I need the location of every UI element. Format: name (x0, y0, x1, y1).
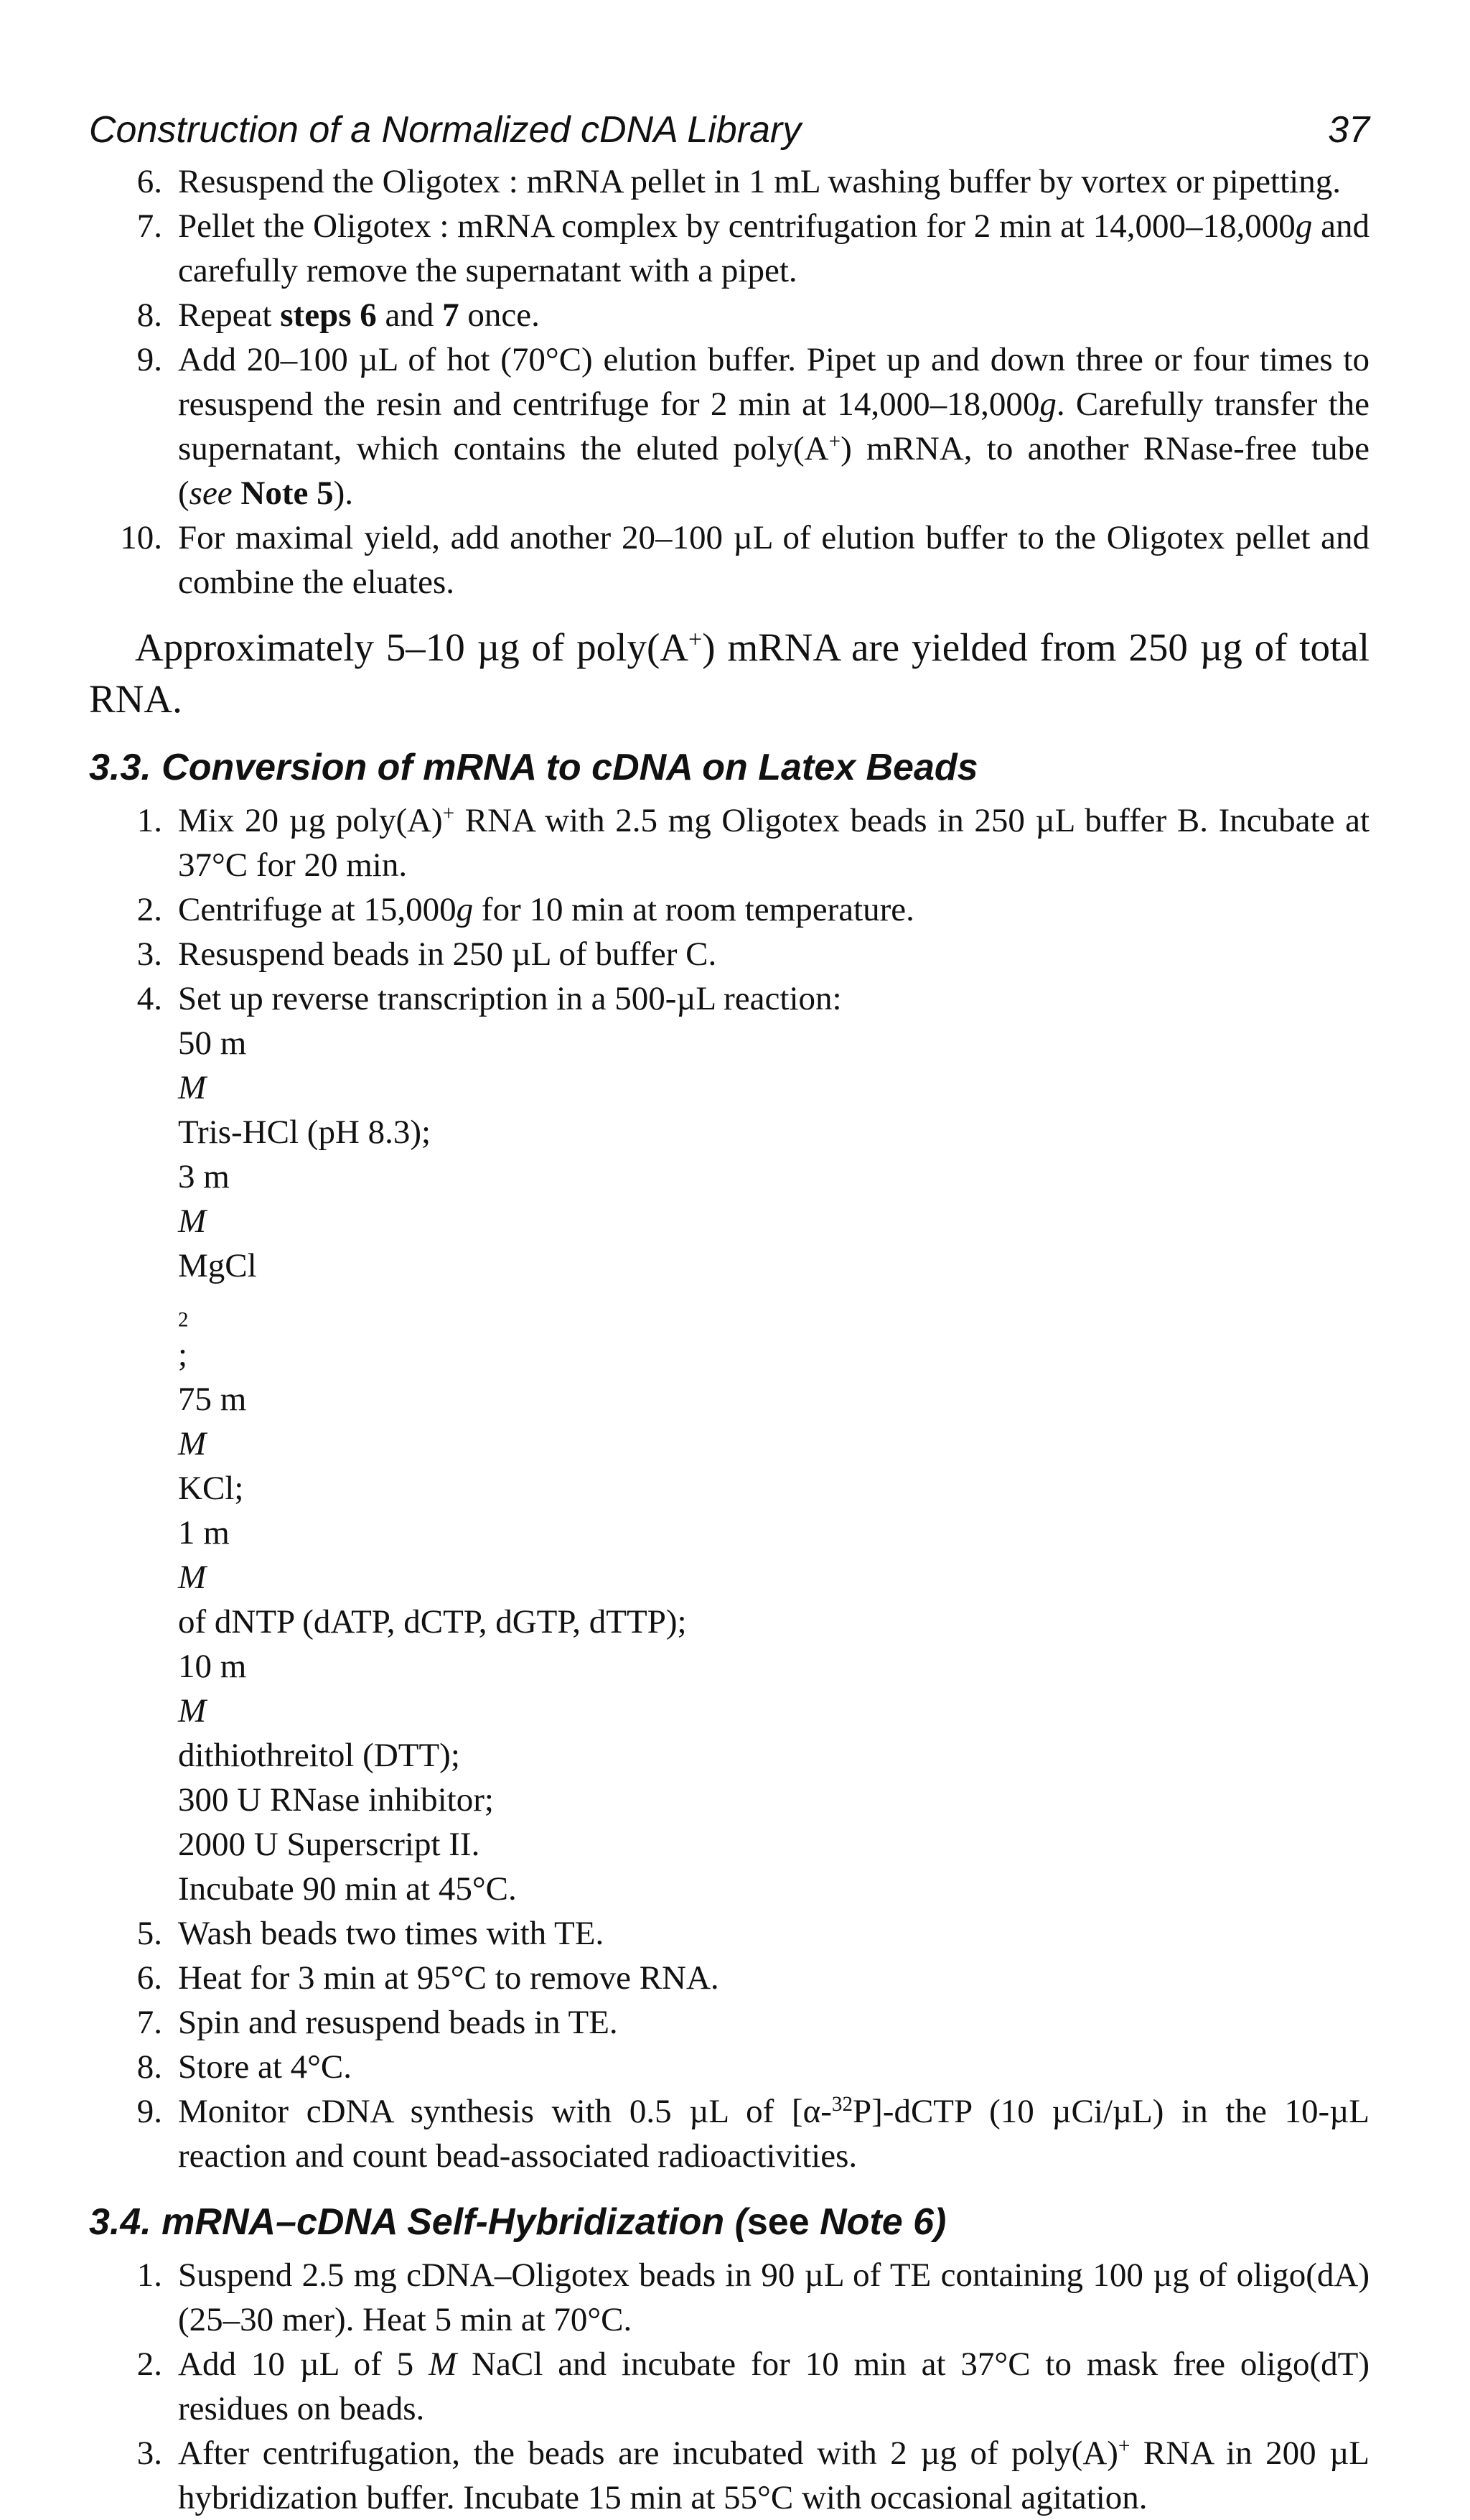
reaction-recipe: Set up reverse transcription in a 500-µL reaction: 50 m M Tris-HCl (pH 8.3); 3 m M MgCl $_2$ ; 75 m M KCl; 1 m M of dNTP (dATP, dCTP, dGTP, dTTP); 10 m M dithiothreitol (DTT); 300 U RNase inhibitor; 2000 U Superscript II. Incubate 90 min at 45°C. (178, 980, 842, 1908)
list-item: 9. Add 20–100 µL of hot (70°C) elution buffer. Pipet up and down three or four times to resuspend the resin and centrifuge for 2 min at 14,000–18,000g. Carefully transfer the supernatant, which contains the eluted poly(A+) mRNA, to another RNase-free tube (see Note 5). (136, 341, 1370, 512)
list-item: 5. Wash beads two times with TE. (136, 1915, 604, 1952)
list-item: 6. Resuspend the Oligotex : mRNA pellet in 1 mL washing buffer by vortex or pipetting. (136, 163, 1341, 200)
list-item: 2. Add 10 µL of 5 M NaCl and incubate for 10 min at 37°C to mask free oligo(dT) residues on beads. (136, 2346, 1370, 2427)
list-item: 1. Suspend 2.5 mg cDNA–Oligotex beads in 90 µL of TE containing 100 µg of oligo(dA) (25–30 mer). Heat 5 min at 70°C. (136, 2257, 1370, 2338)
list-item: 8. Store at 4°C. (136, 2048, 352, 2086)
protocol-steps-3-3 (89, 798, 1370, 2178)
page-number: 37 (1328, 109, 1370, 151)
document-page (89, 105, 1370, 2520)
list-item: 8. Repeat steps 6 and 7 once. (136, 297, 540, 334)
list-item: 7. Pellet the Oligotex : mRNA complex by centrifugation for 2 min at 14,000–18,000g and carefully remove the supernatant with a pipet. (136, 207, 1370, 289)
section-heading-3-3: 3.3. Conversion of mRNA to cDNA on Latex Beads (89, 747, 978, 788)
list-item: 4. Set up reverse transcription in a 500-µL reaction: 50 m M Tris-HCl (pH 8.3); 3 m M MgCl $_2$ ; 75 m M KCl; 1 m M of dNTP (dATP, dCTP, dGTP, dTTP); 10 m M dithiothreitol (DTT); 300 U RNase inhibitor; 2000 U Superscript II. Incubate 90 min at 45°C. (89, 976, 1370, 1911)
list-item: 3. Resuspend beads in 250 µL of buffer C. (136, 935, 717, 973)
list-item: 10. For maximal yield, add another 20–100 µL of elution buffer to the Oligotex pellet and combine the eluates. (120, 519, 1370, 601)
yield-paragraph: Approximately 5–10 µg of poly(A+) mRNA are yielded from 250 µg of total RNA. (89, 625, 1370, 721)
list-item: 1. Mix 20 µg poly(A)+ RNA with 2.5 mg Oligotex beads in 250 µL buffer B. Incubate at 37°C for 20 min. (136, 801, 1370, 884)
list-item: 6. Heat for 3 min at 95°C to remove RNA. (136, 1959, 719, 1997)
list-item: 3. After centrifugation, the beads are incubated with 2 µg of poly(A)+ RNA in 200 µL hybridization buffer. Incubate 15 min at 55°C with occasional agitation. (136, 2434, 1370, 2516)
section-heading-3-4: 3.4. mRNA–cDNA Self-Hybridization (see Note 6) (89, 2201, 947, 2243)
running-title: Construction of a Normalized cDNA Library (89, 109, 802, 151)
list-item: 7. Spin and resuspend beads in TE. (136, 2004, 618, 2041)
protocol-steps-3-4 (89, 2253, 1370, 2520)
list-item: 9. Monitor cDNA synthesis with 0.5 µL of [α-$^{32}$P]-dCTP (10 µCi/µL) in the 10-µL reaction and count bead-associated radioactivities. (136, 2092, 1370, 2175)
list-item: 2. Centrifuge at 15,000g for 10 min at room temperature. (136, 891, 914, 928)
running-header (89, 105, 1370, 155)
protocol-steps-3-2 (89, 159, 1370, 605)
